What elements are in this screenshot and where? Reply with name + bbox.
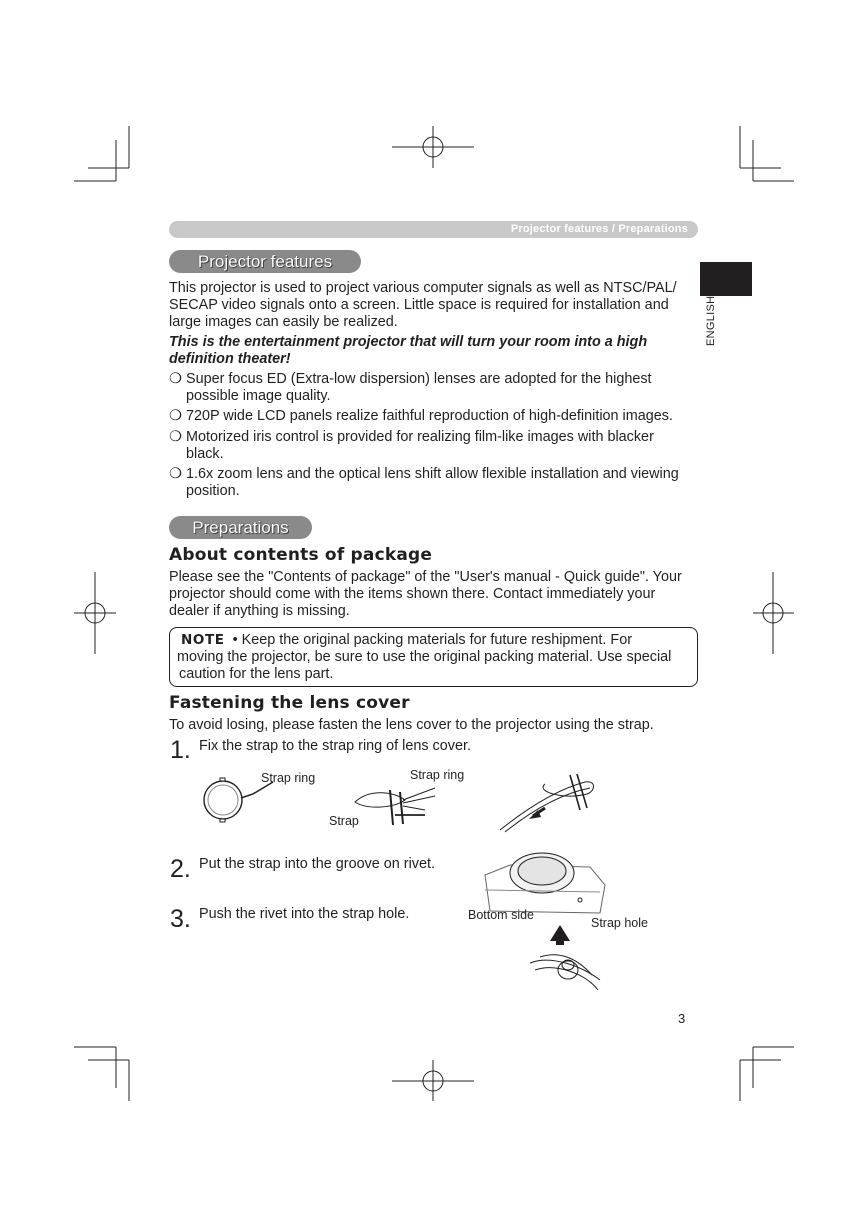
section-title-projector-features: Projector features — [169, 250, 361, 273]
about-line: Please see the "Contents of package" of the "User's manual - Quick guide". Your — [169, 569, 682, 585]
about-line: dealer if anything is missing. — [169, 603, 350, 619]
note-line: • Keep the original packing materials for future reshipment. For — [232, 632, 632, 648]
tagline-line: definition theater! — [169, 351, 291, 367]
step-text: Push the rivet into the strap hole. — [199, 906, 410, 922]
figure-label: Strap hole — [591, 916, 648, 930]
bullet-text-continued: position. — [186, 483, 240, 499]
bullet-text-continued: possible image quality. — [186, 388, 331, 404]
step-number: 1. — [170, 736, 191, 764]
note-text — [177, 632, 692, 683]
note-label: NOTE — [181, 632, 225, 648]
intro-line: large images can easily be realized. — [169, 314, 398, 330]
figure-label: Bottom side — [468, 908, 535, 922]
bullet-circle-icon: ❍ — [169, 429, 182, 445]
tagline — [169, 334, 647, 368]
about-line: projector should come with the items shown there. Contact immediately your — [169, 586, 656, 602]
figure-label: Strap — [329, 814, 359, 828]
tagline-line: This is the entertainment projector that will turn your room into a high — [169, 334, 648, 350]
header-bar — [169, 221, 698, 238]
step-text: Put the strap into the groove on rivet. — [199, 856, 435, 872]
bullet-text: 720P wide LCD panels realize faithful reproduction of high-definition images. — [186, 408, 673, 424]
up-arrow-icon — [550, 925, 570, 945]
bullet-text: Motorized iris control is provided for realizing film-like images with blacker — [186, 429, 654, 445]
bullet-text: 1.6x zoom lens and the optical lens shift allow flexible installation and viewing — [186, 466, 679, 482]
bullet-text: Super focus ED (Extra-low dispersion) lenses are adopted for the highest — [186, 371, 652, 387]
note-box — [169, 627, 698, 687]
intro-line: This projector is used to project various computer signals as well as NTSC/PAL/ — [169, 280, 677, 296]
note-line: moving the projector, be sure to use the original packing material. Use special — [177, 649, 672, 665]
figure-label: Strap ring — [261, 771, 316, 785]
step-number: 2. — [170, 855, 191, 883]
intro-line: SECAP video signals onto a screen. Little space is required for installation and — [169, 297, 669, 313]
feature-bullet — [169, 371, 699, 405]
note-line: caution for the lens part. — [179, 666, 334, 682]
step-number: 3. — [170, 905, 191, 933]
section-title-preparations: Preparations — [169, 516, 312, 539]
language-label: ENGLISH — [705, 295, 717, 346]
heading-fastening: Fastening the lens cover — [169, 693, 410, 713]
page-number: 3 — [678, 1011, 686, 1026]
intro-paragraph — [169, 280, 677, 331]
breadcrumb: Projector features / Preparations — [510, 223, 688, 235]
figure-label: Strap ring — [410, 768, 465, 782]
feature-bullet — [169, 429, 699, 463]
heading-about-contents: About contents of package — [169, 545, 433, 565]
fastening-intro: To avoid losing, please fasten the lens cover to the projector using the strap. — [169, 717, 654, 733]
bullet-text-continued: black. — [186, 446, 224, 462]
feature-bullet — [169, 408, 699, 425]
bullet-circle-icon: ❍ — [169, 408, 182, 424]
bullet-circle-icon: ❍ — [169, 371, 182, 387]
step-text: Fix the strap to the strap ring of lens cover. — [199, 738, 471, 754]
language-tab — [700, 262, 752, 296]
feature-bullet — [169, 466, 699, 500]
bullet-circle-icon: ❍ — [169, 466, 182, 482]
about-paragraph — [169, 569, 682, 620]
